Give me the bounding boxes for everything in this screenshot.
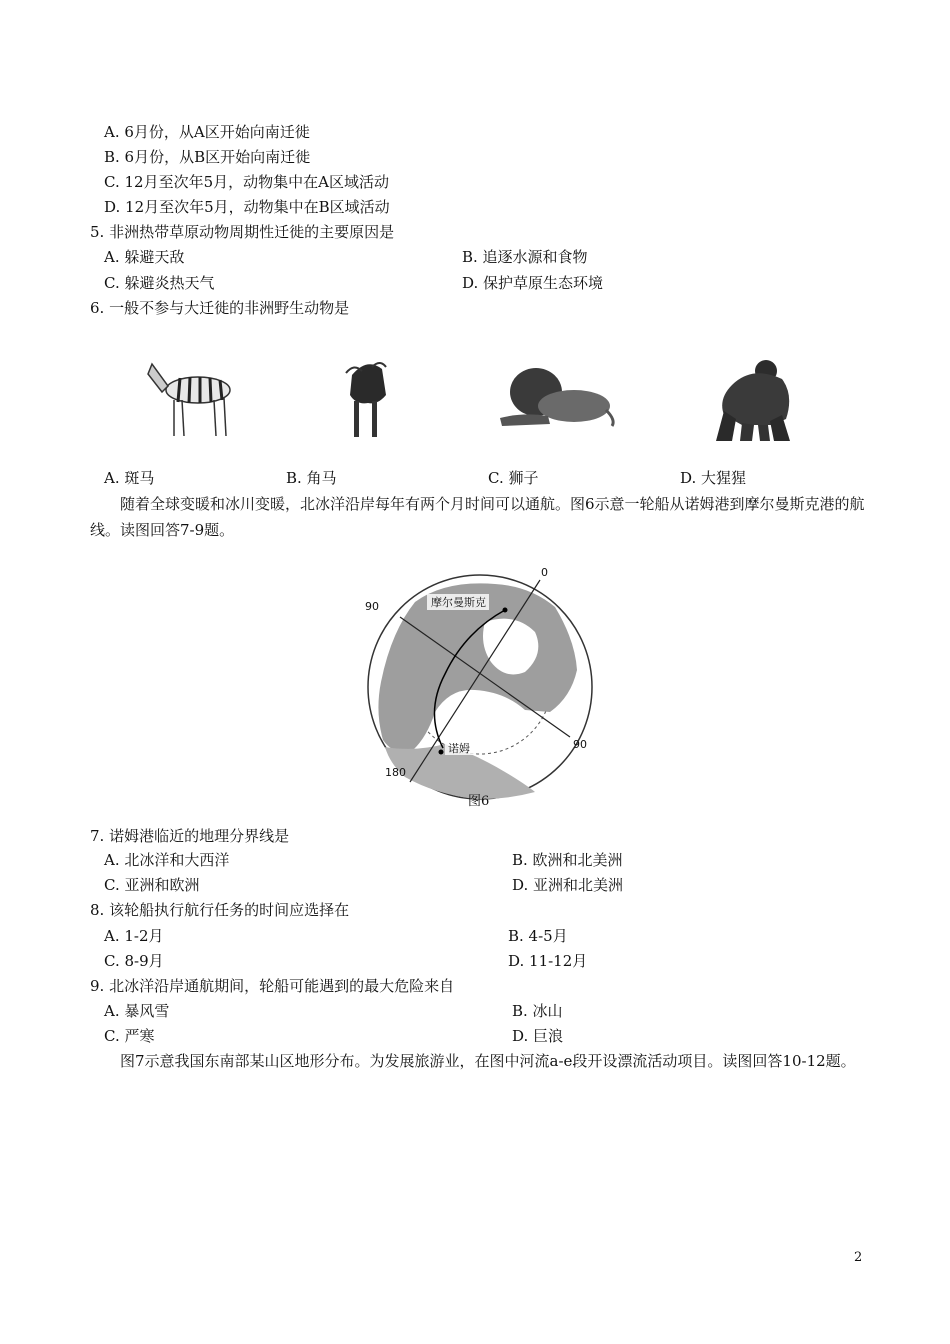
page-number: 2 [854,1250,863,1265]
label-murmansk: 摩尔曼斯克 [431,596,486,609]
q9-option-b: B. 冰山 [512,1002,563,1020]
q4-option-d: D. 12月至次年5月，动物集中在B区域活动 [104,198,390,216]
figure6-caption: 图6 [468,794,490,809]
wildebeest-image [342,355,392,440]
q8-stem: 8. 该轮船执行航行任务的时间应选择在 [90,901,350,919]
intro-paragraph-10-12: 图7示意我国东南部某山区地形分布。为发展旅游业，在图中河流a-e段开设漂流活动项目。读图回答10-12题。 [120,1052,856,1070]
q5-option-d: D. 保护草原生态环境 [462,274,604,292]
q5-stem: 5. 非洲热带草原动物周期性迁徙的主要原因是 [90,223,395,241]
q7-option-d: D. 亚洲和北美洲 [512,876,624,894]
q9-option-c: C. 严寒 [104,1027,155,1045]
q7-option-c: C. 亚洲和欧洲 [104,876,200,894]
q8-option-b: B. 4-5月 [508,927,568,945]
q8-option-d: D. 11-12月 [508,952,588,970]
murmansk-dot [503,608,508,613]
q5-option-b: B. 追逐水源和食物 [462,248,588,266]
label-deg-180: 180 [385,766,406,779]
q9-option-a: A. 暴风雪 [104,1002,170,1020]
q6-option-c: C. 狮子 [488,469,539,487]
q9-option-d: D. 巨浪 [512,1027,564,1045]
q9-stem: 9. 北冰洋沿岸通航期间，轮船可能遇到的最大危险来自 [90,977,455,995]
q6-option-d: D. 大猩猩 [680,469,747,487]
q4-option-a: A. 6月份，从A区开始向南迁徙 [104,123,310,141]
q7-option-a: A. 北冰洋和大西洋 [104,851,230,869]
label-nome: 诺姆 [448,742,470,755]
figure6-polar-map [355,562,605,812]
label-deg-0: 0 [541,566,548,579]
zebra-image [140,352,250,442]
nome-dot [439,750,444,755]
label-deg-90-left: 90 [365,600,379,613]
q6-option-b: B. 角马 [286,469,337,487]
q7-option-b: B. 欧洲和北美洲 [512,851,623,869]
q5-option-c: C. 躲避炎热天气 [104,274,215,292]
q5-option-a: A. 躲避天敌 [104,248,185,266]
q8-option-c: C. 8-9月 [104,952,164,970]
q6-stem: 6. 一般不参与大迁徙的非洲野生动物是 [90,299,350,317]
q7-stem: 7. 诺姆港临近的地理分界线是 [90,827,290,845]
lion-image [494,362,619,432]
q6-option-a: A. 斑马 [104,469,155,487]
intro-paragraph-7-9: 随着全球变暖和冰川变暖，北冰洋沿岸每年有两个月时间可以通航。图6示意一轮船从诺姆港到摩尔曼斯克港的航线。读图回答7-9题。 [90,495,865,539]
q4-option-b: B. 6月份，从B区开始向南迁徙 [104,148,311,166]
q4-option-c: C. 12月至次年5月，动物集中在A区域活动 [104,173,389,191]
q8-option-a: A. 1-2月 [104,927,164,945]
gorilla-image [702,355,802,445]
label-deg-90-right: 90 [573,738,587,751]
